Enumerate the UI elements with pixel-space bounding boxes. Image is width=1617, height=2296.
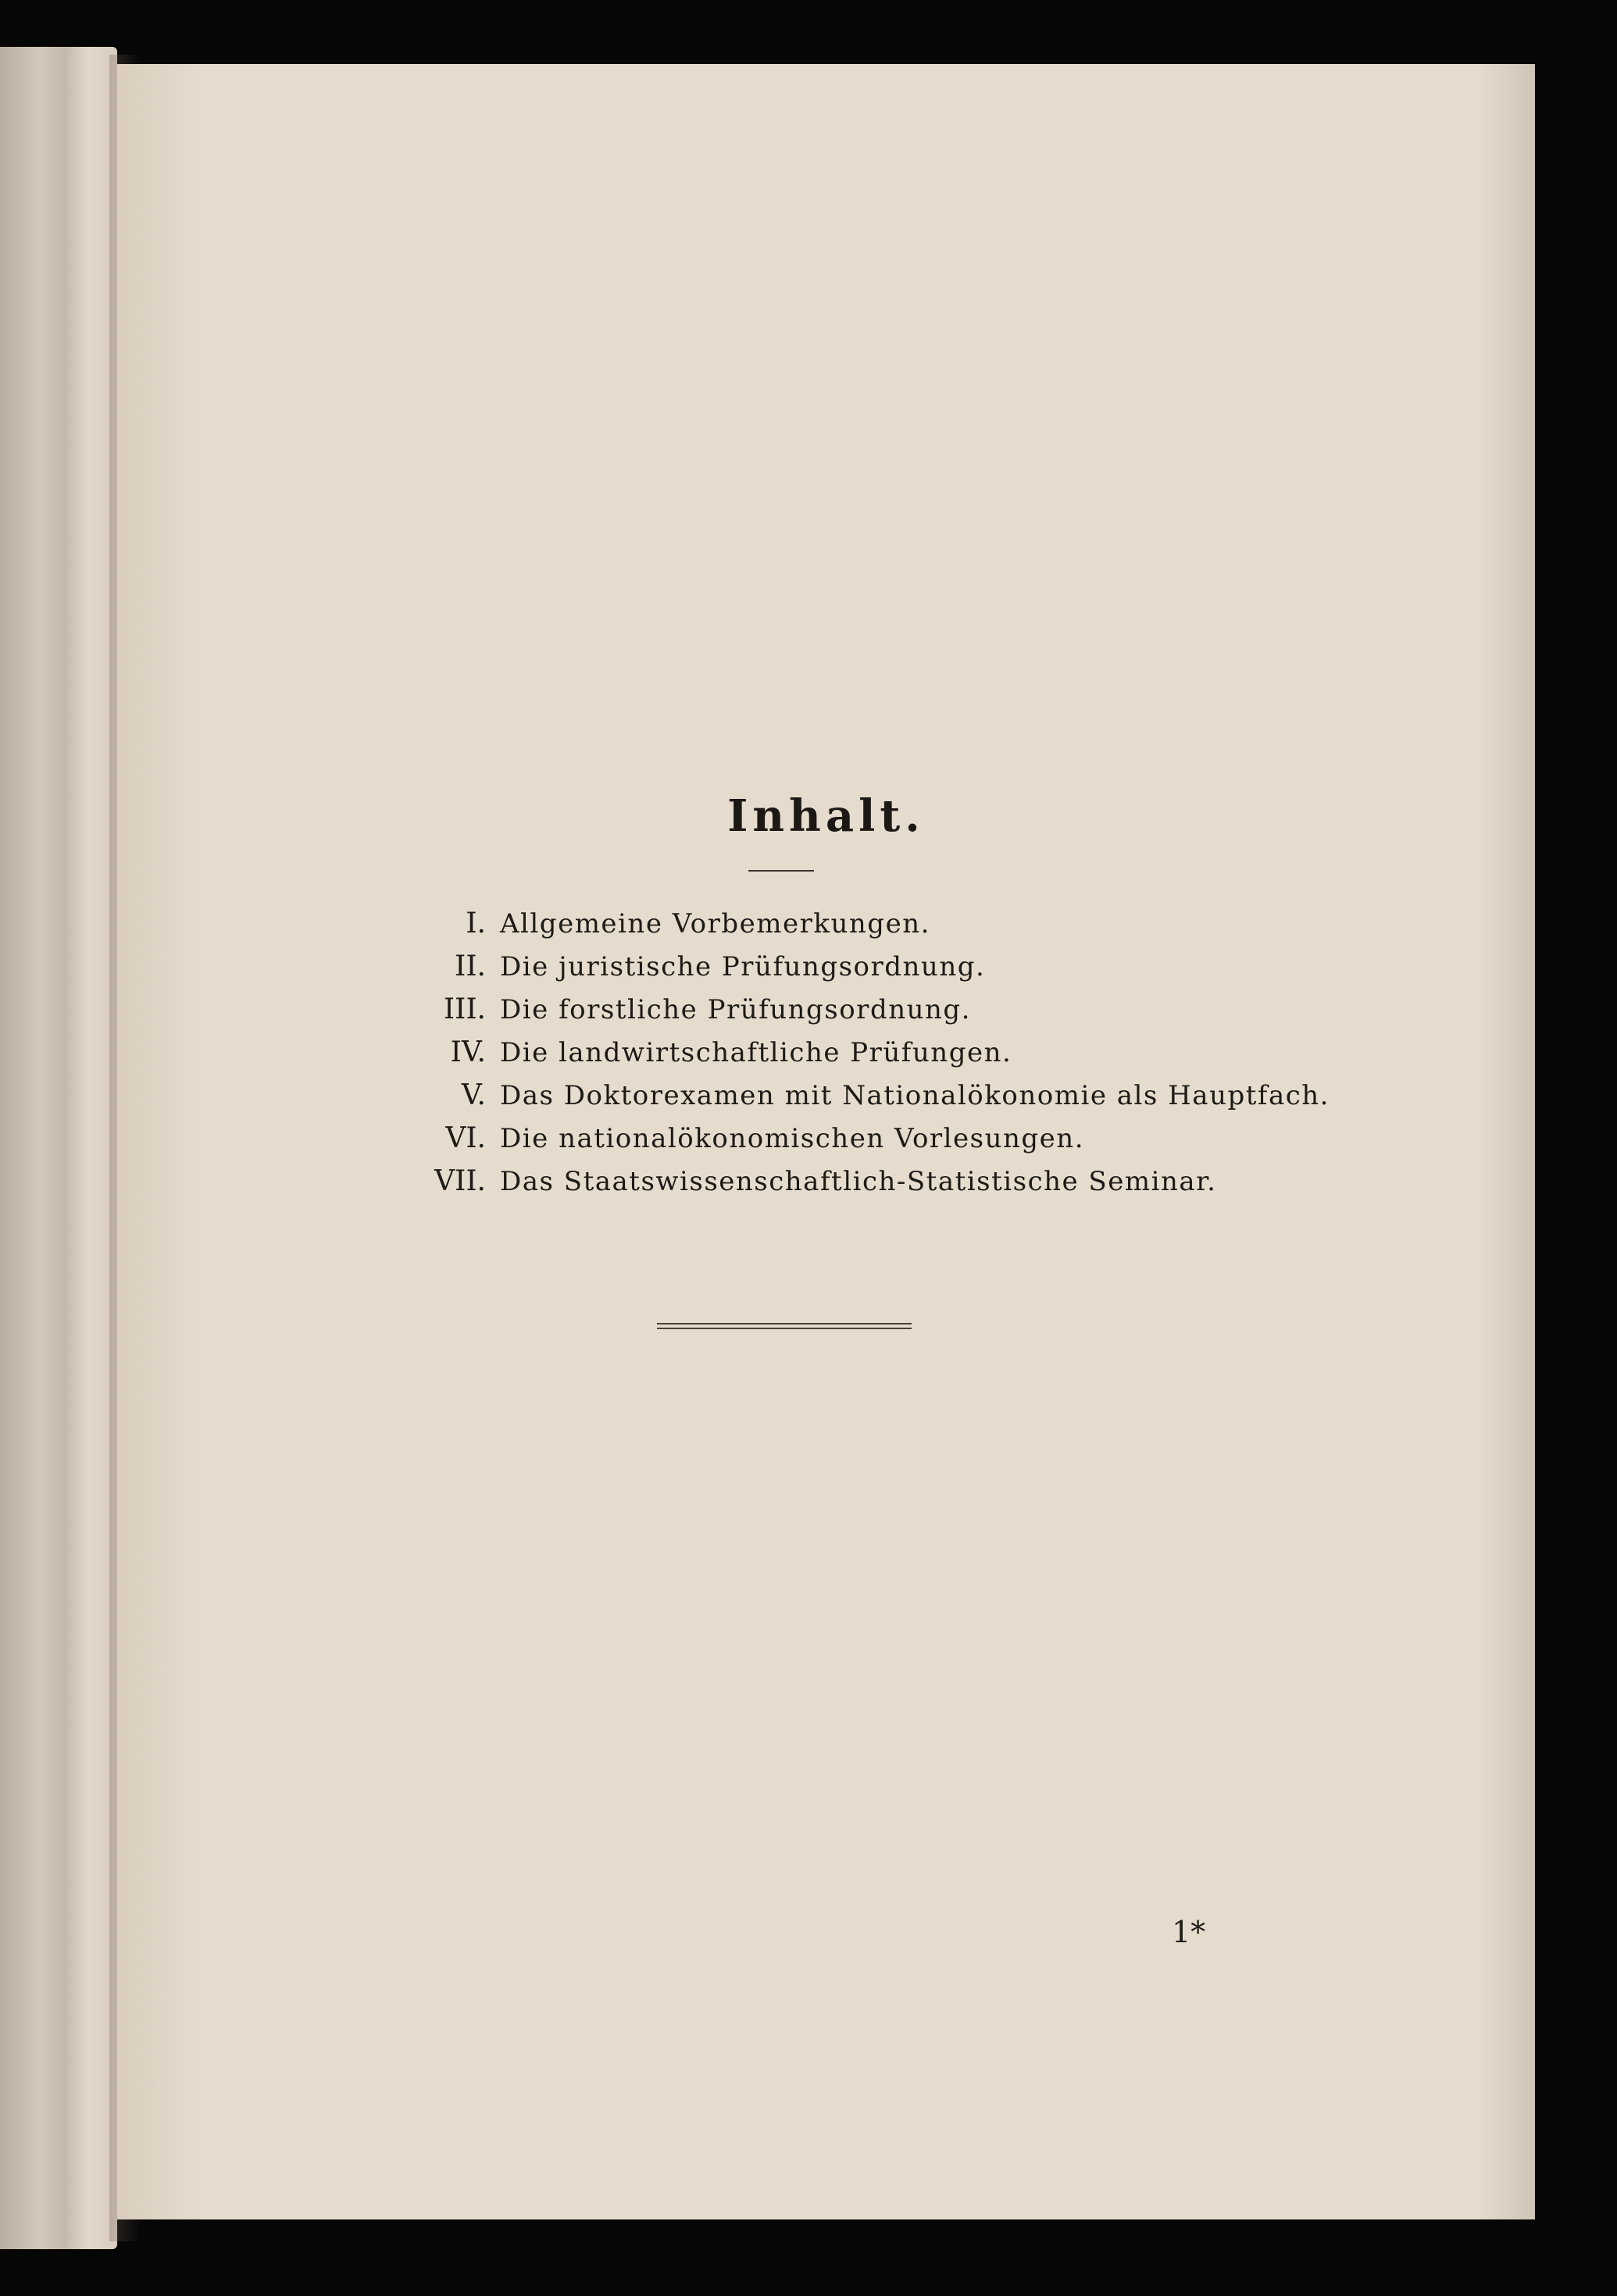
toc-entry-text: Das Doktorexamen mit Nationalökonomie als Hauptfach. xyxy=(500,1080,1330,1111)
toc-entry-text: Das Staatswissenschaftlich-Statistische Seminar. xyxy=(500,1166,1217,1197)
previous-page-edge xyxy=(0,47,117,2249)
toc-entry xyxy=(312,1079,1328,1122)
toc-entry xyxy=(312,1036,1328,1079)
title-divider xyxy=(748,870,814,872)
toc-numeral: VII. xyxy=(434,1165,486,1197)
toc-entry-text: Die juristische Prüfungsordnung. xyxy=(500,951,986,982)
toc-numeral: II. xyxy=(455,950,486,982)
toc-entry-text: Die forstliche Prüfungsordnung. xyxy=(500,994,971,1025)
toc-entry xyxy=(312,907,1328,950)
toc-numeral: VI. xyxy=(445,1122,486,1154)
toc-entry xyxy=(312,950,1328,993)
table-of-contents xyxy=(312,907,1328,1208)
toc-entry xyxy=(312,1122,1328,1165)
toc-entry-text: Die landwirtschaftliche Prüfungen. xyxy=(500,1037,1012,1068)
book-page xyxy=(117,64,1535,2219)
page-number: 1* xyxy=(1172,1915,1206,1949)
toc-entry xyxy=(312,993,1328,1036)
toc-numeral: V. xyxy=(461,1079,486,1111)
toc-entry-text: Die nationalökonomischen Vorlesungen. xyxy=(500,1123,1085,1154)
toc-numeral: III. xyxy=(443,993,486,1025)
toc-numeral: IV. xyxy=(450,1036,486,1068)
toc-entry-text: Allgemeine Vorbemerkungen. xyxy=(500,908,930,939)
toc-entry xyxy=(312,1165,1328,1208)
page-title: Inhalt. xyxy=(727,790,925,842)
closing-double-rule xyxy=(657,1323,912,1329)
toc-numeral: I. xyxy=(466,907,486,939)
